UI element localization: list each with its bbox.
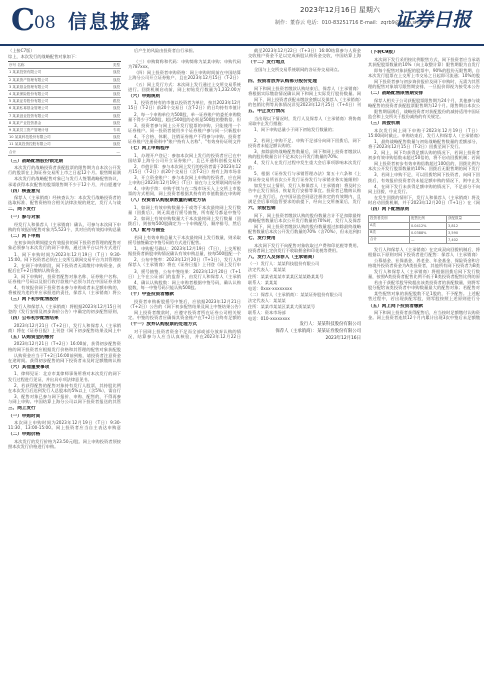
paragraph: 当出现以下情况时，发行人及保荐人（主承销商）将协商采取中止发行措施： bbox=[248, 115, 361, 126]
paragraph: 对于因网上投资者资金不足而全部或部分放弃认购的情况，结算参与人应当认真核验，并在2023年12月22日 bbox=[128, 328, 241, 339]
paragraph: 若由于获配零股导致超出该类投资者的获配数量，则将零股分配给该类投资者中申购数量最大的配售对象；若配售对 bbox=[368, 280, 480, 291]
table-cell: 战投 bbox=[80, 76, 121, 83]
table-cell: 投资者类别 bbox=[369, 215, 410, 222]
section-heading: （四）核查意见 bbox=[8, 188, 41, 194]
signature-line: 保荐人（主承销商）：某某证券股份有限公司 bbox=[275, 328, 361, 334]
section-heading: 六、余股包销 bbox=[248, 206, 276, 212]
section-heading: （三）战略配售股份锁定期 bbox=[8, 158, 64, 164]
table-cell: A类 bbox=[369, 222, 410, 229]
section-heading: 四、投资者放弃认购部分股份处理 bbox=[248, 78, 317, 84]
paragraph: 本次发行的战略投资者获配股票的限售期为自本次公开发行的股票在上海证券交易所上市之日起12个月。限售期届满 bbox=[8, 165, 121, 176]
section-heading: 五、中止发行情况 bbox=[248, 108, 285, 114]
table-cell: 配售比例 bbox=[409, 215, 446, 222]
table-cell: 3 某某基金管理有限公司 bbox=[8, 83, 80, 90]
text-column-1 bbox=[8, 48, 121, 693]
section-heading: （一）申购时间 bbox=[8, 413, 41, 419]
table-row bbox=[8, 98, 121, 105]
table-row bbox=[369, 222, 481, 229]
text-column-4 bbox=[368, 48, 480, 693]
section-heading: （四）公布初步配售结果 bbox=[8, 316, 59, 322]
paragraph: 保荐人相关子公司获配股票限售期为24个月，其他参与战略配售的投资者获配股票限售期为12个月。限售期自本次公 bbox=[368, 97, 480, 108]
paragraph: 中止发行后，在中国证监会同意注册决定的有效期内，且满足会后事项监管要求的前提下，经向上交所备案后，发行 bbox=[248, 193, 361, 204]
text-line: （上接C7版） bbox=[8, 48, 35, 53]
paragraph: 5、根据《证券发行与承销管理办法》第五十六条和《上海证券交易所首次公开发行证券发行与承销业务实施细则》 bbox=[248, 171, 361, 182]
paragraph: 3、扣除最终战略配售数量后，网下和网上投资者缴款认购的股份数量合计不足本次公开发行数量的70%； bbox=[248, 149, 361, 160]
section-heading: （二）战略配售限售期安排 bbox=[368, 91, 424, 97]
paragraph: 后产生的风险由投资者自行承担。 bbox=[134, 48, 197, 53]
paragraph: 网下、网上投资者缴款认购的股份数量超过扣除最终战略配售数量后本次公开发行数量的70%（含70%），但未达到扣 bbox=[248, 223, 361, 234]
paragraph: 1、网下申购时间为2023年12月19日（T日）9:30-15:00。网下投资者必须在上交所互联网交易平台为其管理的 bbox=[8, 251, 121, 262]
table-row bbox=[8, 76, 121, 83]
paragraph: 本次网上申购时间为2023年12月19日（T日）9:30-11:30、13:00-15:00。网上投资者应当自主表达申购意 bbox=[8, 420, 121, 431]
table-cell: 5 某某证券股份有限公司 bbox=[8, 98, 80, 105]
paragraph: 发行人和保荐人（主承销商）将根据2023年12月15日刊登的《发行安排及初步询价公告》中确定的初步配售原则， bbox=[8, 303, 121, 314]
table-cell: 0.0412% bbox=[409, 222, 446, 229]
text-line: 法定代表人：某某某 bbox=[248, 267, 286, 273]
paragraph: 网下、网上投资者获配未缴款金额以及保荐人（主承销商）的包销比例等具体情况详见2023年12月25日（T+4日）刊 bbox=[248, 96, 361, 107]
table-cell: 10 某某科技股份有限公司 bbox=[8, 134, 80, 141]
paragraph: 1、投资者持有的市值以投资者为单位，按其2023年12月15日（T-2日）前20个交易日（含T-2日）的日均持有市值计 bbox=[128, 100, 241, 111]
paragraph: 本次网下发行采用按比例限售方式，网下投资者应当承诺其获配股票数量的10%（向上取整计算）限售期限为自发行 bbox=[368, 56, 480, 67]
paragraph: 2、公布中签率：2023年12月20日（T+1日），发行人和保荐人（主承销商）将在《证券日报》上刊登《网上发行申 bbox=[128, 257, 241, 268]
section-heading: （二）网下申购 bbox=[8, 233, 41, 239]
text-line: 住所：某某市某某区某某大街某某号 bbox=[248, 304, 316, 310]
paragraph: 网下和网上投资者缴款认购结束后，保荐人（主承销商）将根据实际缴款情况确认网下和网上实际发行股份数量。网 bbox=[248, 85, 361, 96]
table-cell: 11 某某投资控股有限公司 bbox=[8, 141, 80, 148]
paragraph: 3、开立资金账户：参与本次网上申购的投资者，应在网上申购日2023年12月19日（T日）前在与上交所联网的证券 bbox=[128, 175, 241, 186]
text-line: （一）发行人：某某科技股份有限公司 bbox=[248, 261, 320, 267]
paragraph: 某些配售对象的获配股数不足1股的，不予配售。上述配售过程中，若出现获配零股，则零股按照上述原则进行分 bbox=[368, 291, 480, 302]
paragraph: 1、网下申购总量小于网下初始发行数量的； bbox=[254, 126, 337, 132]
signature-line: 发行人：某某科技股份有限公司 bbox=[299, 322, 361, 328]
page-header bbox=[0, 0, 484, 46]
section-heading: （十）中签投资者缴款 bbox=[128, 291, 174, 297]
table-cell: 战投 bbox=[80, 112, 121, 119]
section-heading: （十一）放弃认购股票的处理方式 bbox=[128, 321, 197, 327]
table-cell: 序号 名称 bbox=[8, 62, 80, 69]
table-cell: 7 某某创业投资有限公司 bbox=[8, 112, 80, 119]
table-cell: 获配数量 bbox=[447, 215, 480, 222]
table-row bbox=[369, 236, 481, 243]
section-heading: （下转C9版） bbox=[368, 50, 398, 55]
signature-line: 2023年12月16日 bbox=[325, 335, 361, 341]
text-line: 联系人：某某某 bbox=[248, 279, 278, 285]
paragraph: 2、如网上有效申购数量大于本次最终网上发行数量（回拨后），则按每500股确定为一个申购配号，顺序排号，然后 bbox=[128, 216, 241, 227]
paragraph: （五）网上发行方式：本次网上发行通过上交所交易系统进行。回拨机制启动前，网上初始发行数量为1,232.00万 bbox=[128, 81, 241, 92]
paragraph: 2、在网下申购阶段，网下投资者无需缴付申购资金，获配后在T+2日缴纳认购资金。 bbox=[8, 262, 121, 273]
paragraph: 在初步询价期间提交有效报价的网下投资者管理的配售对象必须参与本次发行的网下申购，通过该平台以外方式进行 bbox=[8, 240, 121, 251]
paragraph: 4、不合格、休眠、注销证券账户不得参与申购。投资者证券账户注册资料中"账户持有人名称"、"有效身份证明文件 bbox=[128, 133, 241, 144]
paragraph: 4、在网下发行未获得足额申购的情况下，不足部分不向网上回拨，中止发行。 bbox=[368, 183, 480, 194]
paragraph: 经发行人和保荐人（主承销商）确认，可参与本次网下申购的有效报价配售对象为5,523个，其对应的有效拟申购总量 bbox=[8, 221, 121, 232]
paragraph: 本次发行的战略配售对象已与发行人签署战略配售协议，承诺获得本次配售的股票限售期不少于12个月，并自愿遵守 bbox=[8, 176, 121, 187]
text-line: 电话：0xxx-xxxxxxxx bbox=[248, 285, 292, 291]
text-line: 住所：某某省某某市某某区某某路某某号 bbox=[248, 273, 324, 279]
paragraph: 3、配售对象已参与网下报价、申购、配售的，不得再参与网上申购。中国结算上海分公司以网下投资者报送的其管 bbox=[8, 393, 121, 404]
paragraph: 1、律师见证：北京市某律师事务所将对本次发行的网下发行过程进行见证，并出具专项法律意见书。 bbox=[8, 371, 121, 382]
table-row bbox=[8, 126, 121, 133]
table-cell: 战投 bbox=[80, 69, 121, 76]
table-cell: 战投 bbox=[80, 90, 121, 97]
paragraph: 发行人和保荐人（主承销商）在完成双向回拨机制后，将根据以下原则对网下投资者进行配售：保荐人（主承销商） bbox=[368, 246, 480, 257]
paragraph: 2、若获得配售的配售对象持有发行人股票，其持股比例在本次发行后达到发行人总股本的5%以上（含5%），需自行 bbox=[8, 382, 121, 393]
paragraph: 全国与上交所交易系统联网的各证券交易网点。 bbox=[254, 66, 342, 72]
table-cell: 战投 bbox=[80, 134, 121, 141]
table-cell: 2 某某资产管理有限公司 bbox=[8, 76, 80, 83]
paragraph: 1、申购配号确认：2023年12月19日（T日），上交所根据投资者新股申购情况确认有效申购总量，按每500股配一个 bbox=[128, 246, 241, 257]
data-table bbox=[368, 215, 480, 244]
paragraph: 2、网上、网下均获得足额认购的情况下，若网上投资者初步有效申购倍数未超过50倍的，将不启动回拨机制；若网 bbox=[368, 150, 480, 161]
paragraph: （四）网上投资者申购资格：网上申购时间前在中国结算上海分公司开立证券账户、且在2023年12月15日（T-2日） bbox=[128, 70, 241, 81]
table-cell: 8 某某产业投资基金 bbox=[8, 119, 80, 126]
paragraph: 1、办理开户登记：参加本次网上发行的投资者应已在中国结算上海分公司开立证券账户，且已开通科创板交易权 bbox=[128, 152, 241, 163]
paragraph: 网下和网上投资者获得配售后，应当按时足额缴付认购资金。网上投资者连续12个月内累计出现3次中签后未足额缴 bbox=[368, 310, 480, 321]
text-line: （二）保荐人（主承销商）：某某证券股份有限公司 bbox=[248, 291, 343, 297]
table-row bbox=[8, 105, 121, 112]
paragraph: 4、发行人在发行过程中发生重大会后事项影响本次发行的； bbox=[248, 160, 361, 171]
paragraph: 2、若网上申购不足，申购不足部分向网下回拨后，网下投资者未能足额认购的； bbox=[248, 137, 361, 148]
paragraph: 网上投资者初步有效申购倍数超过100倍的，回拨比例为本次公开发行股票数量的10%；回拨后无限售期的网下发行 bbox=[368, 161, 480, 172]
paragraph: 认购资金应当于T+2日16:00前到账，请投资者注意资金在途时间。获得初步配售的网下投资者未及时足额缴纳认购 bbox=[8, 352, 121, 363]
table-cell: — bbox=[409, 236, 446, 243]
table-cell: 合计 bbox=[8, 148, 80, 155]
section-letter: C bbox=[11, 3, 35, 38]
table-row bbox=[8, 62, 121, 69]
paragraph: 4、申购手续：申购手续与在二级市场买入上交所上市股票的方式相同，网上投资者根据其持有的市值数据在申购时 bbox=[128, 186, 241, 197]
paragraph: 4、确认认购股数：网上申购者根据中签号码，确认认购股数，每一中签号码只能认购500股。 bbox=[128, 279, 241, 290]
paragraph: 1、最终战略配售数量与初始战略配售数量的差额部分，将于2023年12月15日（T-2日）回拨至网下发行。 bbox=[368, 138, 480, 149]
paragraph: 3、网下申购时，投资者配售对象名称、证券账户名称、证券账户号码以及银行收付款账户必须与其在中国证券业协 bbox=[8, 273, 121, 284]
section-heading: （五）认购资金的缴付 bbox=[8, 334, 54, 340]
section-heading: （九）配号与抽签 bbox=[128, 228, 165, 234]
table-cell: 1 某某投资有限公司 bbox=[8, 69, 80, 76]
section-title: 信息披露 bbox=[68, 11, 153, 33]
text-column-3 bbox=[248, 48, 361, 693]
table-cell: 战投 bbox=[80, 119, 121, 126]
text-column-2 bbox=[128, 48, 241, 693]
table-cell: 类型 bbox=[80, 62, 121, 69]
paragraph: 2、每一个申购单位为500股，单一证券账户的委托申购数量不得少于500股，超过500股的必须是500股的整数倍，但 bbox=[128, 111, 241, 122]
paragraph: 3、摇号抽签、公布中签结果：2023年12月20日（T+1日）上午在公证部门的监督下，由发行人和保荐人（主承销 bbox=[128, 268, 241, 279]
text-line: 联系人：资本市场部 bbox=[248, 310, 286, 316]
paragraph: 3、投资者参与网上公开发行股票的申购，只能使用一个证券账户。同一投资者使用多个证券账户参与同一只新股申 bbox=[128, 122, 241, 133]
paragraph: 即每个配售对象获配的股票中，90%的股份无限售期，自本次发行股票在上交所上市交易之日起即可流通；10%的股 bbox=[368, 67, 480, 78]
text-line: 法定代表人：某某某 bbox=[248, 297, 286, 303]
section-heading: （五）网上网下投资者缴款 bbox=[368, 303, 424, 309]
paragraph: 网下投资者参与初步询价报价及网下申购时，无需为其管理的配售对象填写限售期安排，一旦报价即视为接受本公告 bbox=[368, 78, 480, 90]
section-heading: （二）申购价格 bbox=[8, 432, 41, 438]
paragraph: 在发生回拨的情形下，发行人和保荐人（主承销商）将及时启动回拨机制，并于2023年12月20日（T+1日）在《网 bbox=[368, 194, 480, 205]
table-row bbox=[8, 148, 121, 155]
section-heading: 二、网下发行 bbox=[8, 207, 36, 213]
editor-contact: 制作：董春云 电话：010-83251716 E-mail：zqrb9@zqrb.sina.net bbox=[275, 20, 433, 26]
section-heading: （七）网上申购程序 bbox=[128, 146, 170, 152]
section-heading: （四）网下配售原则 bbox=[368, 207, 410, 213]
section-heading: （六）其他重要事项 bbox=[8, 364, 50, 370]
paragraph: 公募基金、社保基金、养老金、年金基金、保险资金和合格境外投资者资金为A类投资者，其他所有网下投资者为B类 bbox=[368, 257, 480, 268]
table-cell: 0.0388% bbox=[409, 229, 446, 236]
paragraph: 发行人和保荐人（主承销商）将根据回拨后网下发行数量，按照A类投资者配售比例不低于B类投资者配售比例的原 bbox=[368, 269, 480, 280]
table-cell: 战投 bbox=[80, 105, 121, 112]
table-row bbox=[8, 83, 121, 90]
article-body bbox=[8, 48, 480, 693]
table-row bbox=[369, 229, 481, 236]
table-cell: 6 某某私募基金管理公司 bbox=[8, 105, 80, 112]
paragraph: 如发生以上情形，发行人和保荐人（主承销商）将及时公告中止发行原因、恢复发行安排等事宜。投资者已缴纳认购 bbox=[248, 182, 361, 193]
table-row bbox=[369, 215, 481, 222]
paragraph: 网下、网上投资者缴款认购的股份数量合计不足扣除最终战略配售数量后本次公开发行数量的70%时，发行人及保荐 bbox=[248, 212, 361, 223]
paragraph: 本次网下发行不向配售对象收取过户费和印花税等费用。投资者网上定价发行不收取佣金和印花税等费用。 bbox=[248, 242, 361, 253]
paragraph: 投资者申购新股摇号中签后，应依据2023年12月21日（T+2日）公告的《网下初步配售结果及网上中签结果公告》 bbox=[128, 298, 241, 309]
table-cell: 9 某某员工资产管理计划 bbox=[8, 126, 80, 133]
section-heading: （三）网下初步配售股份 bbox=[8, 297, 59, 303]
paragraph: 1、如网上有效申购数量小于或等于本次最终网上发行数量（回拨后），则无需进行摇号抽签，所有配号都是中签号 bbox=[128, 205, 241, 216]
data-table bbox=[8, 61, 121, 155]
table-cell: 战投 bbox=[80, 141, 121, 148]
issue-date: 2023年12月16日 星期六 bbox=[300, 6, 380, 14]
table-row bbox=[8, 90, 121, 97]
paragraph: 4、有效报价网下投资者未参与申购或者未足额申购的，将被视为违约并应承担违约责任，保荐人（主承销商）将公 bbox=[8, 285, 121, 296]
section-heading: （三）回拨机制 bbox=[368, 121, 401, 127]
section-heading: 七、发行费用 bbox=[248, 236, 276, 241]
table-row bbox=[8, 134, 121, 141]
paragraph: 3、若网上申购不足，可以回拨给网下投资者，向网下回拨后，有效报价投资者仍未能足额申购的情况下，则中止发 bbox=[368, 172, 480, 183]
table-cell: 3,590 bbox=[447, 229, 480, 236]
table-cell: — bbox=[80, 148, 121, 155]
section-heading: （六）申购规则 bbox=[128, 93, 161, 99]
paragraph: 限售期届满后，战略投资者对获配股份的减持适用中国证监会和上交所关于股份减持的有关规定。 bbox=[368, 108, 480, 120]
paragraph: 保荐人（主承销商）经核查认为：本次发行战略投资者的选取标准、配售资格符合相关法律法规的规定，发行人与战 bbox=[8, 195, 121, 206]
text-line: 综上，本次发行的战略配售对象如下： bbox=[8, 54, 80, 60]
section-number: 08 bbox=[34, 13, 56, 33]
table-row bbox=[8, 119, 121, 126]
section-heading: （一）参与对象 bbox=[8, 214, 41, 220]
table-cell: 合计 bbox=[369, 236, 410, 243]
table-cell: B类 bbox=[369, 229, 410, 236]
section-heading: （十二）发行地点 bbox=[248, 60, 285, 66]
section-heading: （八）投资者认购股票数量的确定方法 bbox=[128, 198, 207, 204]
paragraph: 本次发行网上网下申购于2023年12月19日（T日）15:00同时截止。申购结束后，发行人和保荐人（主承销商） bbox=[368, 127, 480, 138]
paragraph: 若网上有效申购总量大于本次最终网上发行数量，则采取摇号抽签确定中签号码的方式进行配售。 bbox=[128, 235, 241, 246]
table-cell: 4 某某保险股份有限公司 bbox=[8, 90, 80, 97]
table-cell: 3,812 bbox=[447, 222, 480, 229]
text-line: 电话：010-xxxxxxxx bbox=[248, 316, 290, 322]
section-heading: 八、发行人及保荐人（主承销商） bbox=[248, 254, 317, 260]
paragraph: 本次发行的发行价格为23.50元/股。网上申购投资者须按照本次发行价格进行申购。 bbox=[8, 438, 121, 450]
paragraph: 网上投资者缴款时，应遵守投资者所在证券公司相关规定。中签的投资者应确保其资金账户在T+2日日终有足额的 bbox=[128, 309, 241, 320]
paragraph: 2023年12月21日（T+2日），发行人和保荐人（主承销商）将在《证券日报》上刊登《网下初步配售结果及网上中 bbox=[8, 322, 121, 333]
table-row bbox=[8, 112, 121, 119]
table-cell: 7,402 bbox=[447, 236, 480, 243]
table-row bbox=[8, 69, 121, 76]
section-heading: 三、网上发行 bbox=[8, 405, 36, 411]
paragraph: （三）申购简称和代码：申购简称为某某申购；申购代码为787xxx。 bbox=[128, 59, 241, 70]
table-cell: 战投 bbox=[80, 83, 121, 90]
paragraph: 2023年12月21日（T+2日）16:00前，获得初步配售资格的网下投资者应根据发行价格和其管理的配售对象获配股 bbox=[8, 341, 121, 352]
newspaper-logo: 证券日报 bbox=[395, 9, 472, 31]
paragraph: 截至2023年12月22日（T+3日）16:00结算参与人资金交收账户资金不足以完成新股认购资金交收，中国结算上海 bbox=[248, 48, 361, 59]
table-cell: 跟投 bbox=[80, 98, 121, 105]
table-cell: 专项 bbox=[80, 126, 121, 133]
paragraph: 2、市值计算：参与本次网上发行的投资者需于2023年12月15日（T-2日）前20个交易日（含T-2日）持有上海市场非 bbox=[128, 163, 241, 174]
table-row bbox=[8, 141, 121, 148]
